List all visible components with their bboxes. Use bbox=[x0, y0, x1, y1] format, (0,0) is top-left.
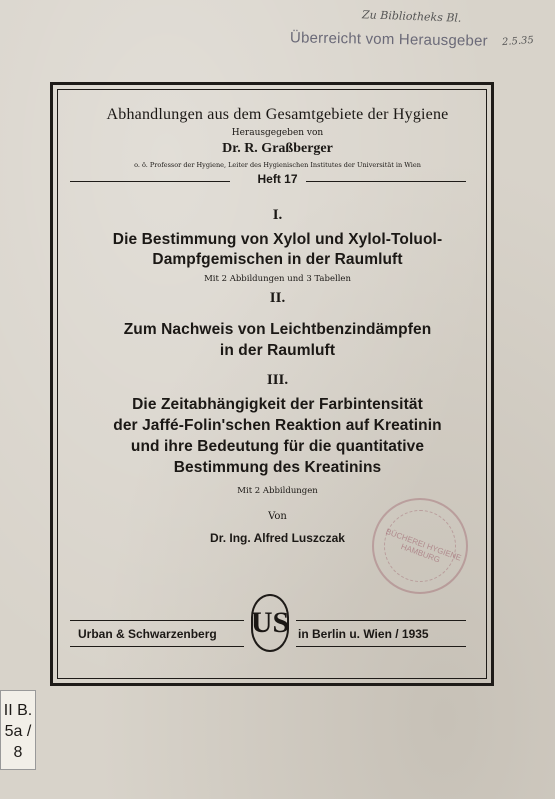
part-numeral: II. bbox=[269, 290, 286, 306]
pencil-note: Zu Bibliotheks Bl. bbox=[361, 8, 462, 25]
editor-role: o. ö. Professor der Hygiene, Leiter des Hygienischen Institutes der Universität in Wien bbox=[134, 161, 421, 169]
author-name: Dr. Ing. Alfred Luszczak bbox=[210, 531, 345, 545]
shelf-label-text: II B. 5a / 8 bbox=[3, 702, 33, 761]
part-title-line: und ihre Bedeutung für die quantitative bbox=[130, 438, 425, 455]
divider-right bbox=[306, 181, 466, 182]
part-note: Mit 2 Abbildungen bbox=[237, 486, 318, 496]
pencil-date: 2.5.35 bbox=[501, 34, 535, 49]
publisher-rule-right bbox=[296, 620, 466, 621]
part-numeral: I. bbox=[272, 207, 283, 223]
part-title-line: Die Bestimmung von Xylol und Xylol-Toluol- bbox=[112, 231, 443, 248]
publisher-place-year: in Berlin u. Wien / 1935 bbox=[298, 627, 429, 641]
part-numeral: III. bbox=[266, 372, 289, 388]
publisher-logo: US bbox=[251, 594, 289, 652]
presentation-stamp: Überreicht vom Herausgeber bbox=[289, 29, 488, 50]
edited-by-label: Herausgegeben von bbox=[231, 128, 324, 138]
byline-von: Von bbox=[268, 511, 287, 522]
part-title-line: in der Raumluft bbox=[219, 342, 336, 359]
publisher-name: Urban & Schwarzenberg bbox=[78, 627, 217, 641]
part-title-line: Zum Nachweis von Leichtbenzindämpfen bbox=[123, 321, 432, 338]
series-title: Abhandlungen aus dem Gesamtgebiete der Hygiene bbox=[106, 106, 449, 123]
seal-text: BÜCHEREI HYGIENE HAMBURG bbox=[384, 526, 463, 565]
part-title-line: Dampfgemischen in der Raumluft bbox=[152, 251, 403, 268]
publisher-rule-left bbox=[70, 620, 244, 621]
publisher-rule-right-bottom bbox=[296, 646, 466, 647]
part-note: Mit 2 Abbildungen und 3 Tabellen bbox=[204, 274, 351, 284]
heft-number: Heft 17 bbox=[257, 172, 298, 186]
part-title-line: Bestimmung des Kreatinins bbox=[173, 459, 382, 476]
part-title-line: der Jaffé-Folin'schen Reaktion auf Kreatinin bbox=[113, 417, 442, 434]
part-title-line: Die Zeitabhängigkeit der Farbintensität bbox=[132, 396, 423, 413]
publisher-rule-left-bottom bbox=[70, 646, 244, 647]
editor-name: Dr. R. Graßberger bbox=[222, 141, 333, 156]
library-seal bbox=[372, 498, 468, 594]
